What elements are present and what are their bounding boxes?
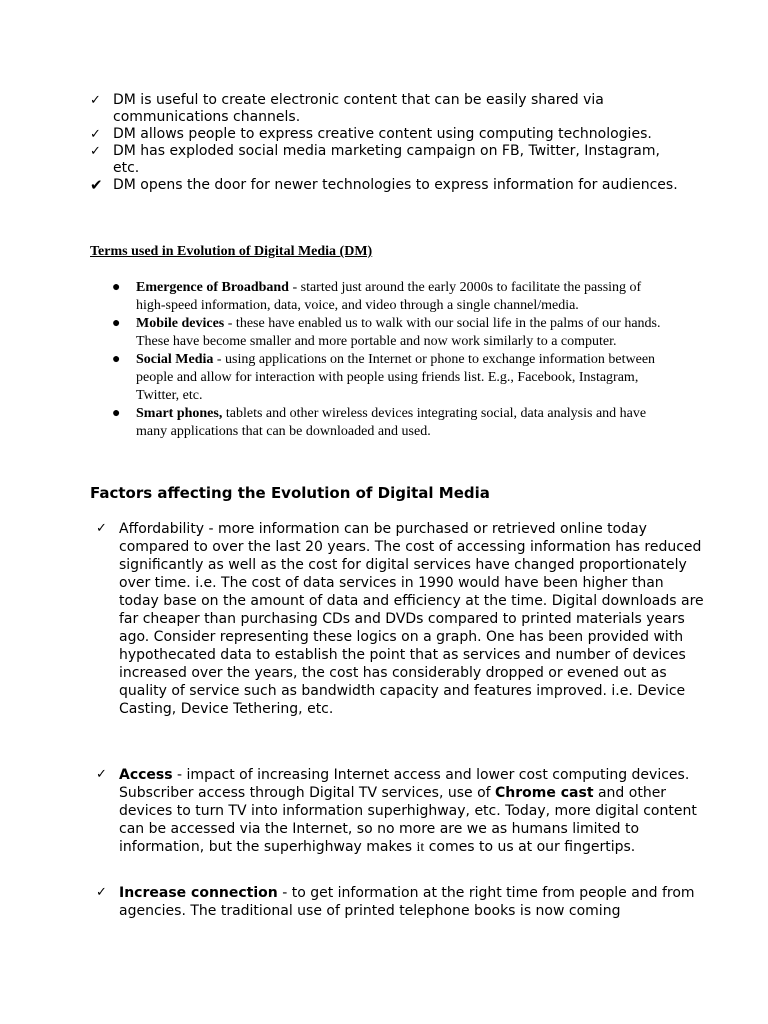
list-item: ✓ DM is useful to create electronic content that can be easily shared via communications channels. xyxy=(90,92,604,125)
factor-access: ✓ Access - impact of increasing Internet access and lower cost computing devices. Subscriber access through Digital TV services, use of Chrome cast and other devices to turn TV into information superhighway, etc. Today, more digital content can be accessed via the Internet, so no more are we as humans limited to information, but the superhighway makes it comes to us at our fingertips. xyxy=(96,767,697,855)
check-icon: ✓ xyxy=(90,127,101,142)
list-item: ✓ DM has exploded social media marketing campaign on FB, Twitter, Instagram, etc. xyxy=(90,143,660,176)
factor-affordability: ✓ Affordability - more information can be purchased or retrieved online today compared to over the last 20 years. The cost of accessing information has reduced significantly as well as the cost for digital services have changed proportionately over time. i.e. The cost of data services in 1990 would have been higher than today base on the amount of data and efficiency at the time. Digital downloads are far cheaper than purchasing CDs and DVDs compared to printed materials years ago. Consider representing these logics on a graph. One has been provided with hypothecated data to establish the point that as services and number of devices increased over the years, the cost has considerably dropped or evened out as quality of service such as bandwidth capacity and features improved. i.e. Device Casting, Device Tethering, etc. xyxy=(96,521,704,717)
bullet-icon: ● xyxy=(112,352,121,367)
check-icon: ✓ xyxy=(96,885,107,900)
bullet-icon: ● xyxy=(112,316,121,331)
bullet-icon: ● xyxy=(112,406,121,421)
list-item: ● Emergence of Broadband - started just around the early 2000s to facilitate the passing of high-speed information, data, voice, and video through a single channel/media. xyxy=(112,280,642,313)
check-icon: ✓ xyxy=(90,144,101,159)
terms-list xyxy=(112,279,672,441)
list-item: ● Smart phones, tablets and other wireless devices integrating social, data analysis and have many applications that can be downloaded and used. xyxy=(112,406,647,439)
check-icon: ✓ xyxy=(96,521,107,536)
list-item: ● Mobile devices - these have enabled us to walk with our social life in the palms of our hands. These have become smaller and more portable and now work similarly to a computer. xyxy=(112,316,661,349)
bullet-icon: ● xyxy=(112,280,121,295)
check-icon: ✔ xyxy=(90,176,103,194)
check-icon: ✓ xyxy=(90,93,101,108)
check-icon: ✓ xyxy=(96,767,107,782)
terms-heading: Terms used in Evolution of Digital Media (DM) xyxy=(90,244,373,259)
factor-increase-connection: ✓ Increase connection - to get information at the right time from people and from agencies. The traditional use of printed telephone books is now coming xyxy=(96,885,695,919)
factors-heading: Factors affecting the Evolution of Digital Media xyxy=(90,484,490,502)
top-checklist xyxy=(90,92,690,194)
list-item: ✓ DM allows people to express creative content using computing technologies. xyxy=(90,126,652,142)
list-item: ● Social Media - using applications on the Internet or phone to exchange information between people and allow for interaction with people using friends list. E.g., Facebook, Instagram, Twitter, etc. xyxy=(112,352,656,403)
list-item: ✔ DM opens the door for newer technologies to express information for audiences. xyxy=(90,176,678,194)
